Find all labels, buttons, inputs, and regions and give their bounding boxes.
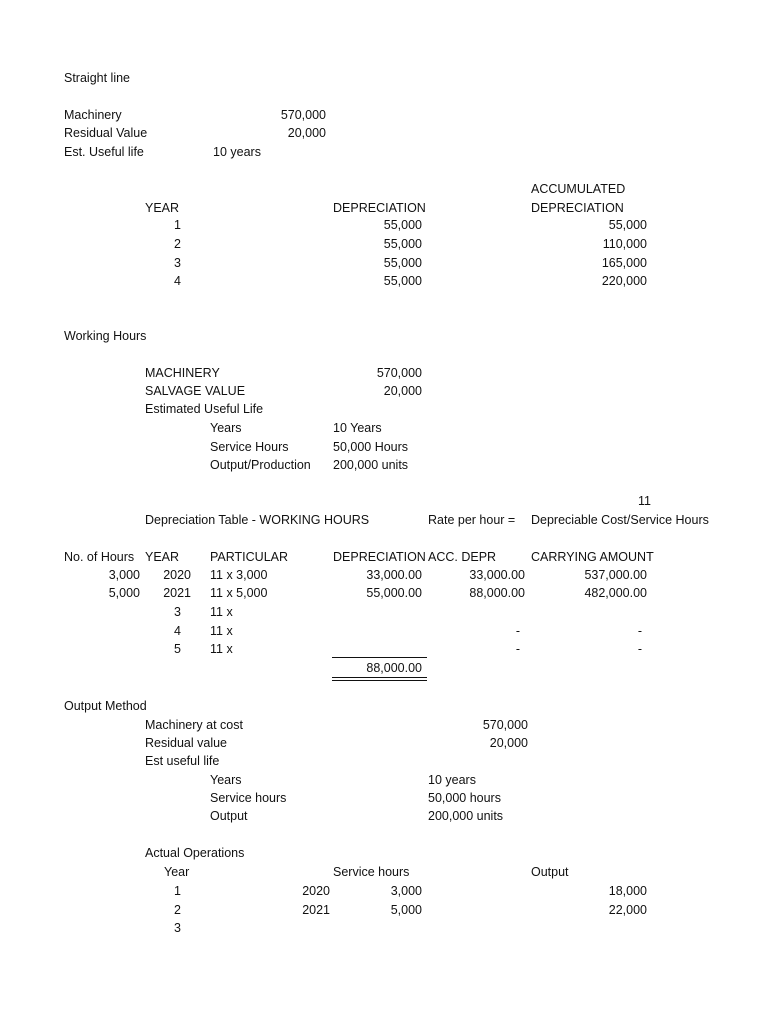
table-cell: 110,000 (602, 237, 647, 251)
om-header-year: Year (164, 865, 190, 879)
wh-header-year: YEAR (145, 550, 180, 564)
table-cell: 4 (174, 624, 181, 638)
table-cell: - (637, 624, 642, 638)
sl-header-depreciation: DEPRECIATION (333, 201, 426, 215)
om-header-service: Service hours (333, 865, 410, 879)
table-cell: 3 (174, 256, 181, 270)
table-cell: 3 (174, 605, 181, 619)
wh-machinery-label: MACHINERY (145, 366, 220, 380)
om-header-output: Output (531, 865, 569, 879)
table-cell: - (637, 642, 642, 656)
table-cell: 1 (174, 884, 181, 898)
wh-rate-formula: Depreciable Cost/Service Hours (531, 513, 709, 527)
wh-years-value: 10 Years (333, 421, 382, 435)
table-cell: 11 x (210, 642, 233, 656)
table-cell: 1 (174, 218, 181, 232)
table-cell: 220,000 (601, 274, 647, 288)
om-years-value: 10 years (428, 773, 476, 787)
table-cell: 3,000 (108, 568, 140, 582)
wh-header-carrying: CARRYING AMOUNT (531, 550, 654, 564)
table-cell: 55,000 (383, 237, 422, 251)
om-actual-label: Actual Operations (145, 846, 245, 860)
wh-rate-label: Rate per hour = (428, 513, 516, 527)
wh-machinery-value: 570,000 (376, 366, 422, 380)
wh-service-value: 50,000 Hours (333, 440, 409, 454)
table-cell: - (515, 624, 520, 638)
sl-machinery-label: Machinery (64, 108, 122, 122)
table-cell: 55,000 (383, 256, 422, 270)
table-cell: 5,000 (390, 903, 422, 917)
wh-total: 88,000.00 (366, 661, 422, 675)
sl-life-label: Est. Useful life (64, 145, 144, 159)
table-cell: 11 x (210, 624, 233, 638)
om-service-value: 50,000 hours (428, 791, 501, 805)
wh-salvage-value: 20,000 (383, 384, 422, 398)
table-cell: 2021 (163, 586, 191, 600)
table-cell: 2 (174, 903, 181, 917)
straight-line-title: Straight line (64, 71, 131, 85)
total-double-rule-2 (332, 680, 427, 681)
table-cell: 55,000 (383, 218, 422, 232)
table-cell: 55,000 (608, 218, 647, 232)
sl-header-accumulated-2: DEPRECIATION (531, 201, 624, 215)
sl-residual-label: Residual Value (64, 126, 148, 140)
output-method-title: Output Method (64, 699, 147, 713)
wh-output-value: 200,000 units (333, 458, 409, 472)
om-output-label: Output (210, 809, 248, 823)
sl-header-accumulated-1: ACCUMULATED (531, 182, 626, 196)
table-cell: 33,000.00 (366, 568, 422, 582)
table-cell: 18,000 (608, 884, 647, 898)
table-cell: 88,000.00 (469, 586, 525, 600)
table-cell: 55,000 (383, 274, 422, 288)
sl-life-value: 10 years (213, 145, 261, 159)
total-double-rule-1 (332, 677, 427, 678)
table-cell: 5,000 (108, 586, 140, 600)
om-output-value: 200,000 units (428, 809, 504, 823)
table-cell: 537,000.00 (584, 568, 647, 582)
om-cost-value: 570,000 (482, 718, 528, 732)
table-cell: 165,000 (601, 256, 647, 270)
wh-life-label: Estimated Useful Life (145, 402, 264, 416)
table-cell: 5 (174, 642, 181, 656)
table-cell: 11 x (210, 605, 233, 619)
om-years-label: Years (210, 773, 242, 787)
table-cell: 482,000.00 (584, 586, 647, 600)
om-life-label: Est useful life (145, 754, 220, 768)
table-cell: 2021 (302, 903, 330, 917)
wh-years-label: Years (210, 421, 242, 435)
table-cell: 22,000 (608, 903, 647, 917)
table-cell: 33,000.00 (469, 568, 525, 582)
wh-service-label: Service Hours (210, 440, 289, 454)
sl-header-year: YEAR (145, 201, 180, 215)
om-residual-value: 20,000 (489, 736, 528, 750)
wh-header-hours: No. of Hours (64, 550, 135, 564)
om-service-label: Service hours (210, 791, 287, 805)
table-cell: 2020 (302, 884, 330, 898)
wh-header-particular: PARTICULAR (210, 550, 289, 564)
wh-rate-value: 11 (638, 494, 651, 508)
sl-residual-value: 20,000 (287, 126, 326, 140)
sl-machinery-value: 570,000 (280, 108, 326, 122)
table-cell: 11 x 5,000 (210, 586, 268, 600)
wh-header-depreciation: DEPRECIATION (333, 550, 426, 564)
working-hours-title: Working Hours (64, 329, 147, 343)
table-cell: 3 (174, 921, 181, 935)
wh-output-label: Output/Production (210, 458, 311, 472)
om-residual-label: Residual value (145, 736, 227, 750)
table-cell: 4 (174, 274, 181, 288)
wh-header-acc: ACC. DEPR (428, 550, 497, 564)
table-cell: 11 x 3,000 (210, 568, 268, 582)
wh-salvage-label: SALVAGE VALUE (145, 384, 246, 398)
table-cell: 3,000 (390, 884, 422, 898)
total-top-rule (332, 657, 427, 658)
table-cell: 2020 (163, 568, 191, 582)
om-cost-label: Machinery at cost (145, 718, 243, 732)
table-cell: - (515, 642, 520, 656)
table-cell: 55,000.00 (366, 586, 422, 600)
table-cell: 2 (174, 237, 181, 251)
wh-table-title: Depreciation Table - WORKING HOURS (145, 513, 370, 527)
